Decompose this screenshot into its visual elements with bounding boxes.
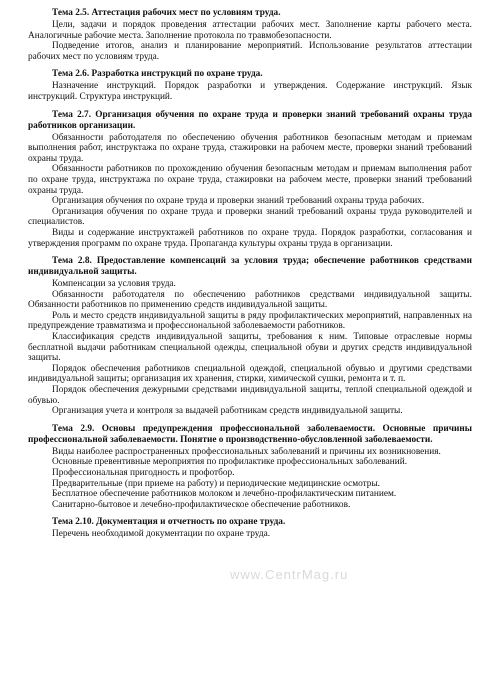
topic-paragraph: Подведение итогов, анализ и планирование мероприятий. Использование результатов аттестации рабочих мест по условиям труда. <box>28 41 472 62</box>
watermark: www.CentrMag.ru <box>230 567 349 582</box>
topic-paragraph: Обязанности работников по прохождению обучения безопасным методам и приемам выполнения работ по охране труда, инструктажа по охране труда, стажировки на рабочем месте, проверки знаний требований охраны труда. <box>28 164 472 196</box>
topic-paragraph: Обязанности работодателя по обеспечению работников средствами индивидуальной защиты. Обязанности работников по применению средств индивидуальной защиты. <box>28 289 472 311</box>
topic-paragraph: Компенсации за условия труда. <box>52 279 176 290</box>
topic-paragraph: Предварительные (при приеме на работу) и периодические медицинские осмотры. <box>52 478 381 489</box>
topic-paragraph: Классификация средств индивидуальной защиты, требования к ним. Типовые отраслевые нормы бесплатной выдачи работникам специальной одежды, специальной обуви и других средств индивидуальной защиты. <box>28 332 472 364</box>
topic-paragraph: Цели, задачи и порядок проведения аттестации рабочих мест. Заполнение карты рабочего места. Аналогичные рабочие места. Заполнение протокола по травмобезопасности. <box>28 20 472 41</box>
topic-paragraph: Виды наиболее распространенных профессиональных заболеваний и причины их возникновения. <box>52 446 441 457</box>
topic-section <box>28 69 472 102</box>
document-body <box>28 8 472 540</box>
topic-paragraph: Порядок обеспечения дежурными средствами индивидуальной защиты, теплой специальной одеждой и обувью. <box>28 385 472 406</box>
topic-paragraph: Порядок обеспечения работников специальной одеждой, специальной обувью и другими средствами индивидуальной защиты; организация их хранения, стирки, химической сушки, ремонта и т. п. <box>28 363 472 385</box>
topic-section <box>28 256 472 417</box>
topic-paragraph: Бесплатное обеспечение работников молоком и лечебно-профилактическим питанием. <box>52 489 397 500</box>
topic-title: Тема 2.10. Документация и отчетность по охране труда. <box>52 517 286 528</box>
topic-title: Тема 2.9. Основы предупреждения профессиональной заболеваемости. Основные причины профессиональной заболеваемости. Понятие о производственно-обусловленной заболеваемости. <box>28 423 472 445</box>
topic-section <box>28 110 472 250</box>
topic-paragraph: Организация учета и контроля за выдачей работникам средств индивидуальной защиты. <box>52 406 403 417</box>
topic-paragraph: Организация обучения по охране труда и проверки знаний требований охраны труда рабочих. <box>52 196 425 207</box>
topic-paragraph: Санитарно-бытовое и лечебно-профилактическое обеспечение работников. <box>52 499 351 510</box>
topic-paragraph: Основные превентивные мероприятия по профилактике профессиональных заболеваний. <box>52 457 408 468</box>
topic-section <box>28 517 472 540</box>
topic-section <box>28 8 472 62</box>
topic-paragraph: Обязанности работодателя по обеспечению обучения работников безопасным методам и приемам выполнения работ, инструктажа по охране труда, стажировки на рабочем месте, проверки знаний требований охраны труда. <box>28 132 472 164</box>
topic-paragraph: Профессиональная пригодность и профотбор. <box>52 468 235 478</box>
topic-title: Тема 2.8. Предоставление компенсаций за условия труда; обеспечение работников средствами индивидуальной защиты. <box>28 256 472 278</box>
topic-paragraph: Перечень необходимой документации по охране труда. <box>52 529 271 540</box>
topic-paragraph: Организация обучения по охране труда и проверки знаний требований охраны труда руководителей и специалистов. <box>28 206 472 228</box>
topic-title: Тема 2.5. Аттестация рабочих мест по условиям труда. <box>52 8 281 18</box>
topic-paragraph: Виды и содержание инструктажей работников по охране труда. Порядок разработки, согласования и утверждения программ по охране труда. Пропаганда культуры охраны труда в организации. <box>28 227 472 249</box>
topic-title: Тема 2.7. Организация обучения по охране труда и проверки знаний требований охраны труда работников организации. <box>28 109 472 131</box>
topic-section <box>28 424 472 511</box>
topic-paragraph: Назначение инструкций. Порядок разработки и утверждения. Содержание инструкций. Язык инструкций. Структура инструкций. <box>28 81 472 102</box>
topic-paragraph: Роль и место средств индивидуальной защиты в ряду профилактических мероприятий, направленных на предупреждение травматизма и профессиональной заболеваемости работников. <box>28 310 472 332</box>
topic-title: Тема 2.6. Разработка инструкций по охране труда. <box>52 69 263 80</box>
